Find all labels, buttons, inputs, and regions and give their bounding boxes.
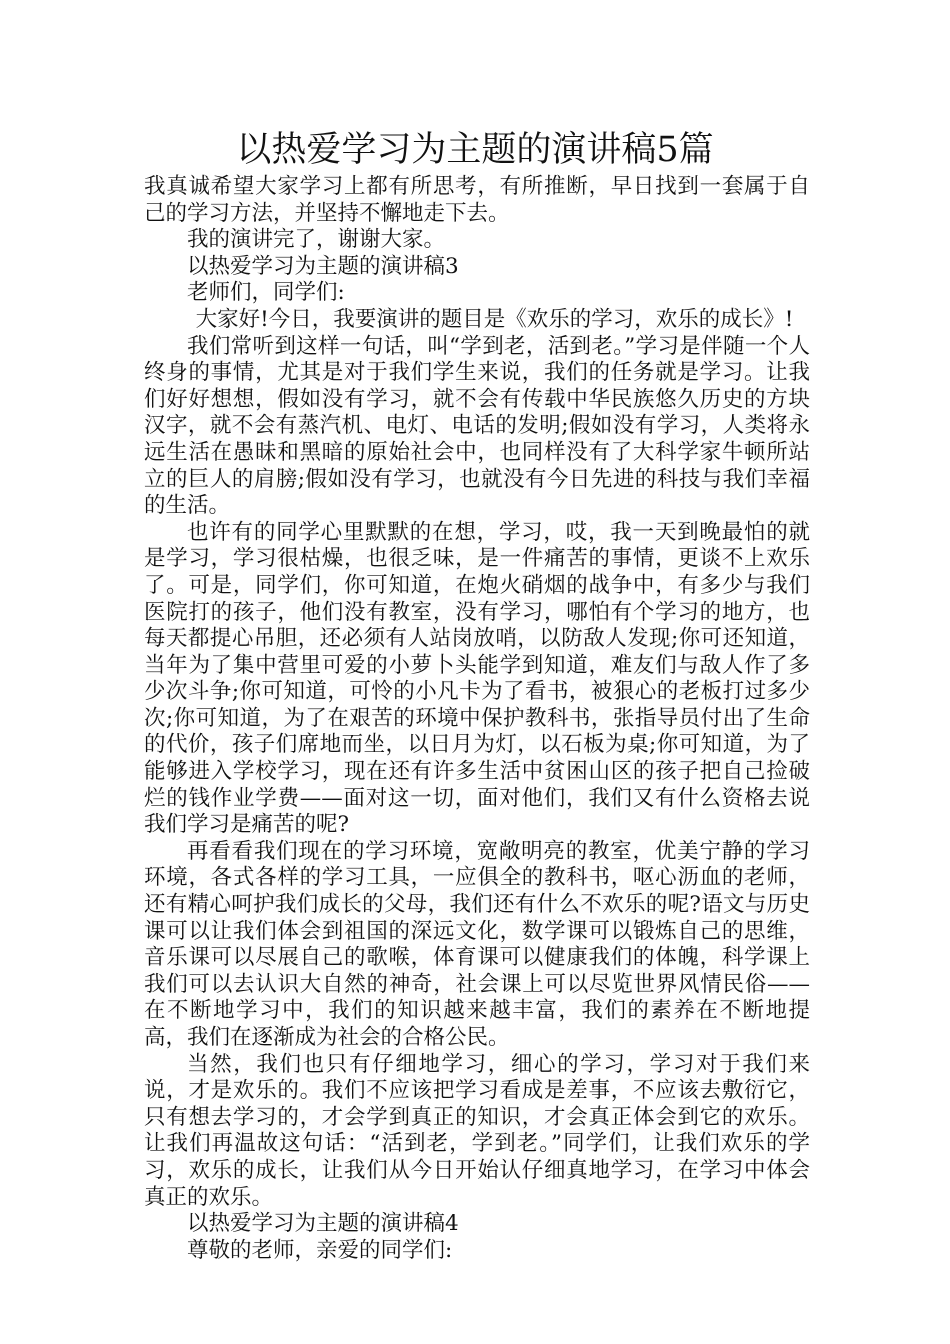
paragraph-environment: 再看看我们现在的学习环境，宽敞明亮的教室，优美宁静的学习环境，各式各样的学习工具，一应俱全的教科书，呕心沥血的老师，还有精心呵护我们成长的父母，我们还有什么不欢乐的呢?语文与历史课可以让我们体会到祖国的深远文化，数学课可以锻炼自己的思维，音乐课可以尽展自己的歌喉，体育课可以健康我们的体魄，科学课上我们可以去认识大自然的神奇，社会课上可以尽览世界风情民俗——在不断地学习中，我们的知识越来越丰富，我们的素养在不断地提高，我们在逐渐成为社会的合格公民。 [144, 838, 810, 1050]
paragraph-greeting-4: 尊敬的老师，亲爱的同学们: [187, 1237, 453, 1263]
paragraph-hardship: 也许有的同学心里默默的在想，学习，哎，我一天到晚最怕的就是学习，学习很枯燥，也很乏味，是一件痛苦的事情，更谈不上欢乐了。可是，同学们，你可知道，在炮火硝烟的战争中，有多少与我们医院打的孩子，他们没有教室，没有学习，哪怕有个学习的地方，也每天都提心吊胆，还必须有人站岗放哨，以防敌人发现;你可还知道，当年为了集中营里可爱的小萝卜头能学到知道，难友们与敌人作了多少次斗争;你可知道，可怜的小凡卡为了看书，被狠心的老板打过多少次;你可知道，为了在艰苦的环境中保护教科书，张指导员付出了生命的代价，孩子们席地而坐，以日月为灯，以石板为桌;你可知道，为了能够进入学校学习，现在还有许多生活中贫困山区的孩子把自己捡破烂的钱作业学费——面对这一切，面对他们，我们又有什么资格去说我们学习是痛苦的呢? [144, 519, 810, 838]
paragraph-speech-end: 我的演讲完了，谢谢大家。 [187, 227, 446, 253]
paragraph-closing-hope: 我真诚希望大家学习上都有所思考，有所推断，早日找到一套属于自己的学习方法，并坚持不懈地走下去。 [144, 174, 810, 226]
section-heading-3: 以热爱学习为主题的演讲稿3 [187, 253, 459, 279]
document-body [144, 174, 810, 1264]
paragraph-lifelong-learning: 我们常听到这样一句话，叫“学到老，活到老。”学习是伴随一个人终身的事情，尤其是对于我们学生来说，我们的任务就是学习。让我们好好想想，假如没有学习，就不会有传载中华民族悠久历史的方块汉字，就不会有蒸汽机、电灯、电话的发明;假如没有学习，人类将永远生活在愚昧和黑暗的原始社会中，也同样没有了大科学家牛顿所站立的巨人的肩膀;假如没有学习，也就没有今日先进的科技与我们幸福的生活。 [144, 333, 810, 519]
section-heading-4: 以热爱学习为主题的演讲稿4 [187, 1211, 459, 1237]
paragraph-topic: 大家好!今日，我要演讲的题目是《欢乐的学习，欢乐的成长》! [195, 306, 794, 332]
document-title: 以热爱学习为主题的演讲稿5篇 [236, 130, 714, 170]
paragraph-greeting-3: 老师们，同学们: [187, 280, 345, 306]
paragraph-conclusion: 当然，我们也只有仔细地学习，细心的学习，学习对于我们来说，才是欢乐的。我们不应该把学习看成是差事，不应该去敷衍它，只有想去学习的，才会学到真正的知识，才会真正体会到它的欢乐。让我们再温故这句话：“活到老，学到老。”同学们，让我们欢乐的学习，欢乐的成长，让我们从今日开始认仔细真地学习，在学习中体会真正的欢乐。 [144, 1051, 810, 1210]
